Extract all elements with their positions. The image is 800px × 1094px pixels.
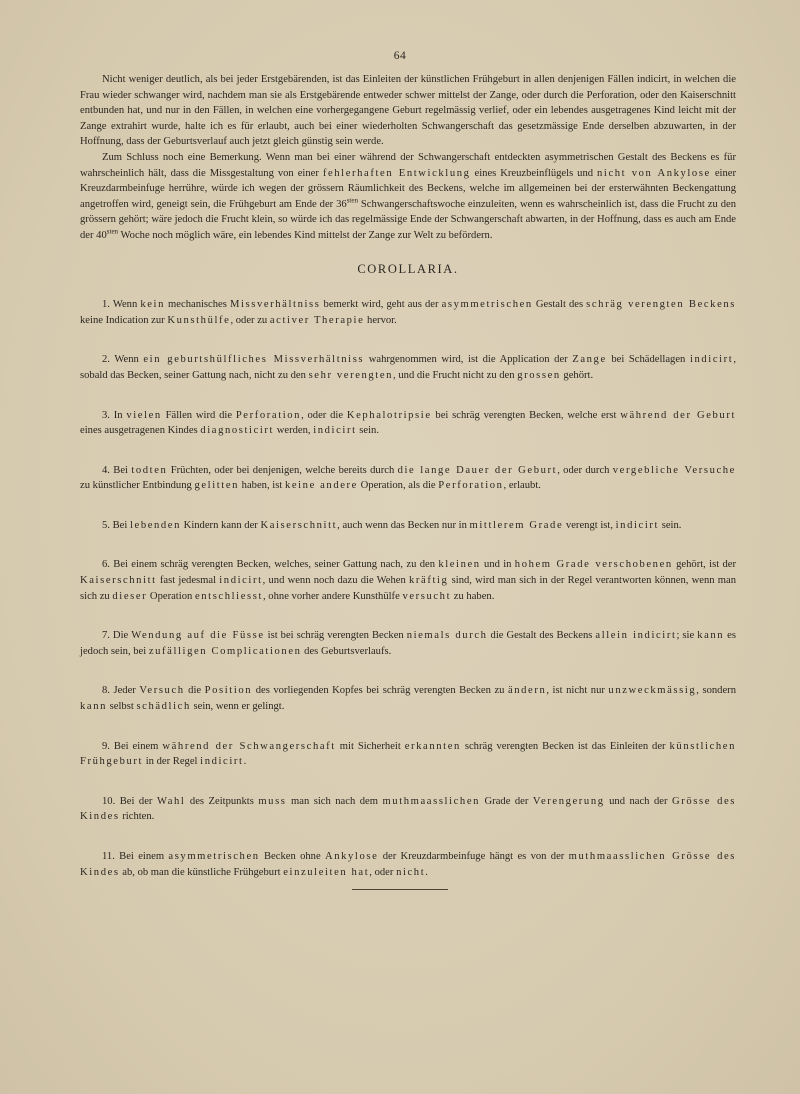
text-run: , und die Frucht nicht zu den bbox=[393, 369, 518, 381]
text-run: mechanisches bbox=[164, 299, 230, 311]
text-run: zu künstlicher Entbindung bbox=[80, 480, 195, 492]
emphasized-text: kann bbox=[697, 630, 725, 642]
text-run: 5. Bei bbox=[102, 519, 130, 531]
text-run: mit Sicherheit bbox=[335, 740, 405, 752]
emphasized-text: kann bbox=[80, 701, 107, 713]
text-run: die bbox=[184, 685, 205, 697]
text-run: bei Schädellagen bbox=[606, 354, 690, 366]
emphasized-text: nicht von Ankylose bbox=[597, 167, 711, 179]
emphasized-text: erkannten bbox=[404, 740, 461, 752]
text-run: ; sie bbox=[676, 630, 698, 642]
emphasized-text: dieser bbox=[112, 590, 148, 602]
text-run: 10. Bei der bbox=[102, 795, 157, 807]
text-run: , auch wenn das Becken nur in bbox=[337, 519, 470, 531]
text-run: gehört, ist der bbox=[672, 559, 736, 571]
text-run: 3. In bbox=[102, 409, 127, 421]
emphasized-text: künstlichen Frühgeburt bbox=[80, 740, 736, 768]
text-run: sein. bbox=[356, 425, 379, 437]
text-run: Operation bbox=[147, 590, 195, 602]
corollary-item bbox=[80, 352, 736, 383]
text-run: sein. bbox=[659, 519, 682, 531]
text-run: , oder durch bbox=[557, 464, 613, 476]
emphasized-text: während der Geburt bbox=[620, 409, 736, 421]
emphasized-text: Kaiserschnitt bbox=[260, 519, 338, 531]
text-run: und in bbox=[480, 559, 515, 571]
superscript: sten bbox=[346, 196, 358, 205]
text-run: sein, wenn er gelingt. bbox=[190, 701, 285, 713]
emphasized-text: entschliesst bbox=[194, 590, 263, 602]
text-run: in der Regel bbox=[143, 756, 201, 768]
emphasized-text: kein bbox=[140, 299, 165, 311]
text-run: sind, wird man sich in der Regel verantworten können, wenn man sich zu bbox=[80, 575, 737, 602]
emphasized-text: activer Therapie bbox=[269, 314, 365, 326]
text-run: bemerkt wird, geht aus der bbox=[320, 299, 442, 311]
text-run: 1. Wenn bbox=[102, 299, 141, 311]
text-run: Operation, als die bbox=[357, 480, 439, 492]
text-run: des Zeitpunkts bbox=[185, 795, 259, 807]
text-run: 8. Jeder bbox=[102, 685, 140, 697]
text-run: Nicht weniger deutlich, als bei jeder Erstgebärenden, ist das Einleiten der künstlichen Frühgeburt in allen denjenigen Fällen indicirt, in welchen die Frau wieder schwanger wird, nachdem man sie als Erstgebärende entweder schwer mittelst der Zange, oder durch die Perforation, oder den Kaiserschnitt entbunden hat, und nur in den Fällen, in welchen eine vorhergegangene Geburt regelmässig verlief, oder ein lebendes ausgetragenes Kind leicht mit der Zange extrahirt wurde, halte ich es für erlaubt, auch bei einer wiederholten Schwangerschaft das gesetzmässige Ende derselben abzuwarten, in der Hoffnung, dass der Geburtsverlauf auch jetzt gleich günstig sein werde. bbox=[80, 74, 736, 148]
emphasized-text: Ankylose bbox=[324, 851, 379, 862]
corollary-item bbox=[80, 297, 736, 328]
text-run: 7. Die bbox=[102, 630, 132, 642]
text-run: bei schräg verengten Becken, welche erst bbox=[431, 409, 621, 421]
emphasized-text: Versuch bbox=[139, 685, 185, 697]
text-run: eines ausgetragenen Kindes bbox=[80, 425, 201, 437]
text-run: Zum Schluss noch eine Bemerkung. Wenn man bei einer während der Schwangerschaft entdeckten asymmetrischen Gestalt des Beckens es für wahrscheinlich hält, dass die Missgestaltung von einer bbox=[80, 151, 736, 179]
emphasized-text: einzuleiten hat bbox=[283, 866, 370, 878]
emphasized-text: vielen bbox=[126, 409, 162, 421]
text-run: des vorliegenden Kopfes bei schräg verengten Becken zu bbox=[252, 685, 508, 697]
emphasized-text: grossen bbox=[517, 369, 561, 381]
text-run: werden, bbox=[274, 425, 314, 437]
text-run: ab, ob man die künstliche Frühgeburt bbox=[119, 866, 284, 878]
emphasized-text: Kunsthülfe bbox=[167, 314, 231, 326]
text-run: , ist nicht nur bbox=[546, 685, 609, 697]
text-run: , erlaubt. bbox=[503, 480, 541, 492]
text-run: wahrgenommen wird, ist die Application der bbox=[364, 354, 573, 366]
text-run: . bbox=[425, 866, 428, 878]
text-run: Grade der bbox=[480, 795, 533, 807]
emphasized-text: Perforation bbox=[438, 480, 504, 492]
text-run: 9. Bei einem bbox=[102, 740, 163, 752]
emphasized-text: Zange bbox=[572, 354, 607, 366]
emphasized-text: ändern bbox=[507, 685, 547, 697]
text-run: gehört. bbox=[560, 369, 594, 381]
emphasized-text: sehr verengten bbox=[308, 369, 394, 381]
text-run: man sich nach dem bbox=[286, 795, 383, 807]
text-run: Fällen wird die bbox=[161, 409, 236, 421]
corollary-item bbox=[80, 463, 736, 494]
text-run: Becken ohne bbox=[259, 851, 325, 862]
emphasized-text: schädlich bbox=[136, 701, 191, 713]
emphasized-text: kleinen bbox=[438, 559, 481, 571]
emphasized-text: Grösse des Kindes bbox=[80, 795, 736, 823]
emphasized-text: muthmaasslichen Grösse des Kindes bbox=[80, 851, 736, 878]
emphasized-text: Wendung auf die Füsse bbox=[131, 630, 265, 642]
text-run: , oder zu bbox=[230, 314, 270, 326]
corollary-item bbox=[80, 408, 736, 439]
emphasized-text: keine andere bbox=[284, 480, 358, 492]
emphasized-text: niemals durch bbox=[406, 630, 488, 642]
emphasized-text: fehlerhaften Entwicklung bbox=[322, 167, 471, 179]
text-run: einer Kreuzdarmbeinfuge herrühre, würde ich wegen der grössern Räumlichkeit des Beckens, welche im allgemeinen bei der ersterwähnten Beckengattung angetroffen wird, geneigt sein, die Frühgeburt am Ende der 36 bbox=[80, 167, 736, 210]
emphasized-text: die lange Dauer der Geburt bbox=[397, 464, 558, 476]
emphasized-text: Position bbox=[204, 685, 253, 697]
section-heading: COROLLARIA. bbox=[357, 261, 459, 276]
text-run: Kindern kann der bbox=[181, 519, 261, 531]
emphasized-text: kräftig bbox=[409, 575, 449, 587]
corollary-item bbox=[80, 739, 736, 770]
text-run: verengt ist, bbox=[563, 519, 616, 531]
text-run: 2. Wenn bbox=[102, 354, 144, 366]
text-run: ist bei schräg verengten Becken bbox=[264, 630, 407, 642]
emphasized-text: gelitten bbox=[194, 480, 240, 492]
emphasized-text: Kaiserschnitt bbox=[80, 575, 157, 587]
emphasized-text: allein indicirt bbox=[595, 630, 677, 642]
closing-rule bbox=[352, 889, 448, 890]
text-run: . bbox=[243, 756, 247, 768]
corollary-item bbox=[80, 683, 736, 714]
emphasized-text: versucht bbox=[402, 590, 452, 602]
emphasized-text: muss bbox=[258, 795, 287, 807]
page-number: 64 bbox=[393, 50, 407, 62]
page-body bbox=[80, 72, 736, 904]
text-run: der Kreuzdarmbeinfuge hängt es von der bbox=[378, 851, 569, 862]
emphasized-text: muthmaasslichen bbox=[382, 795, 481, 807]
text-run: 6. Bei einem schräg verengten Becken, welches, seiner Gattung nach, zu den bbox=[102, 559, 439, 571]
corollary-item bbox=[80, 518, 736, 534]
emphasized-text: Kephalotripsie bbox=[346, 409, 432, 421]
emphasized-text: indicirt bbox=[200, 756, 244, 768]
text-run: Früchten, oder bei denjenigen, welche bereits durch bbox=[167, 464, 398, 476]
text-run: , und wenn noch dazu die Wehen bbox=[262, 575, 409, 587]
text-run: , ohne vorher andere Kunsthülfe bbox=[263, 590, 403, 602]
text-run: , oder bbox=[369, 866, 397, 878]
text-run: und nach der bbox=[604, 795, 672, 807]
text-run: hervor. bbox=[364, 314, 397, 326]
text-run: , oder die bbox=[301, 409, 347, 421]
emphasized-text: lebenden bbox=[129, 519, 182, 531]
emphasized-text: unzweckmässig bbox=[608, 685, 697, 697]
emphasized-text: mittlerem Grade bbox=[469, 519, 564, 531]
corollary-item bbox=[80, 849, 736, 880]
text-run: es jedoch sein, bei bbox=[80, 630, 736, 657]
paragraph bbox=[80, 150, 736, 244]
emphasized-text: indicirt bbox=[219, 575, 263, 587]
text-run: keine Indication zur bbox=[80, 314, 168, 326]
emphasized-text: todten bbox=[131, 464, 168, 476]
corollary-item bbox=[80, 794, 736, 825]
emphasized-text: indicirt bbox=[689, 354, 734, 366]
corollary-item bbox=[80, 557, 736, 604]
emphasized-text: vergebliche Versuche bbox=[612, 464, 736, 476]
emphasized-text: Perforation bbox=[235, 409, 302, 421]
superscript: sten bbox=[106, 227, 119, 236]
corollary-item bbox=[80, 628, 736, 659]
text-run: die Gestalt des Beckens bbox=[487, 630, 596, 642]
emphasized-text: indicirt bbox=[615, 519, 660, 531]
emphasized-text: asymmetrischen bbox=[441, 299, 533, 311]
text-run: schräg verengten Becken ist das Einleiten der bbox=[460, 740, 670, 752]
emphasized-text: hohem Grade verschobenen bbox=[514, 559, 673, 571]
paragraph bbox=[80, 72, 736, 150]
text-run: Schwangerschaftswoche einzuleiten, wenn es wahrscheinlich ist, dass die Frucht zu den grössern gehört; wäre jedoch die Frucht klein, so würde ich das regelmässige Ende der Schwangerschaft abwarten, in der Hoffnung, dass es auch am Ende der 40 bbox=[80, 198, 736, 241]
emphasized-text: zufälligen Complicationen bbox=[148, 645, 302, 657]
emphasized-text: indicirt bbox=[313, 425, 357, 437]
text-run: 4. Bei bbox=[102, 464, 132, 476]
emphasized-text: Missverhältniss bbox=[229, 299, 321, 311]
intro-section bbox=[80, 72, 736, 244]
text-run: haben, ist bbox=[239, 480, 285, 492]
text-run: richten. bbox=[119, 811, 155, 823]
text-run: Woche noch möglich wäre, ein lebendes Kind mittelst der Zange zur Welt zu befördern. bbox=[118, 229, 493, 241]
text-run: Gestalt des bbox=[532, 299, 587, 311]
text-run: selbst bbox=[107, 701, 137, 713]
emphasized-text: Wahl bbox=[156, 795, 186, 807]
emphasized-text: Verengerung bbox=[532, 795, 605, 807]
text-run: , sobald das Becken, seiner Gattung nach, nicht zu den bbox=[80, 354, 736, 381]
emphasized-text: nicht bbox=[396, 866, 426, 878]
text-run: des Geburtsverlaufs. bbox=[301, 645, 392, 657]
text-run: zu haben. bbox=[451, 590, 495, 602]
emphasized-text: ein geburtshülfliches Missverhältniss bbox=[143, 354, 365, 366]
corollaria-list bbox=[80, 297, 736, 880]
text-run: fast jedesmal bbox=[156, 575, 220, 587]
emphasized-text: schräg verengten Beckens bbox=[586, 299, 736, 311]
emphasized-text: während der Schwangerschaft bbox=[162, 740, 336, 752]
text-run: 11. Bei einem bbox=[102, 851, 169, 862]
text-run: , sondern bbox=[696, 685, 736, 697]
emphasized-text: diagnosticirt bbox=[200, 425, 275, 437]
text-run: eines Kreuzbeinflügels und bbox=[470, 167, 598, 179]
emphasized-text: asymmetrischen bbox=[168, 851, 260, 862]
